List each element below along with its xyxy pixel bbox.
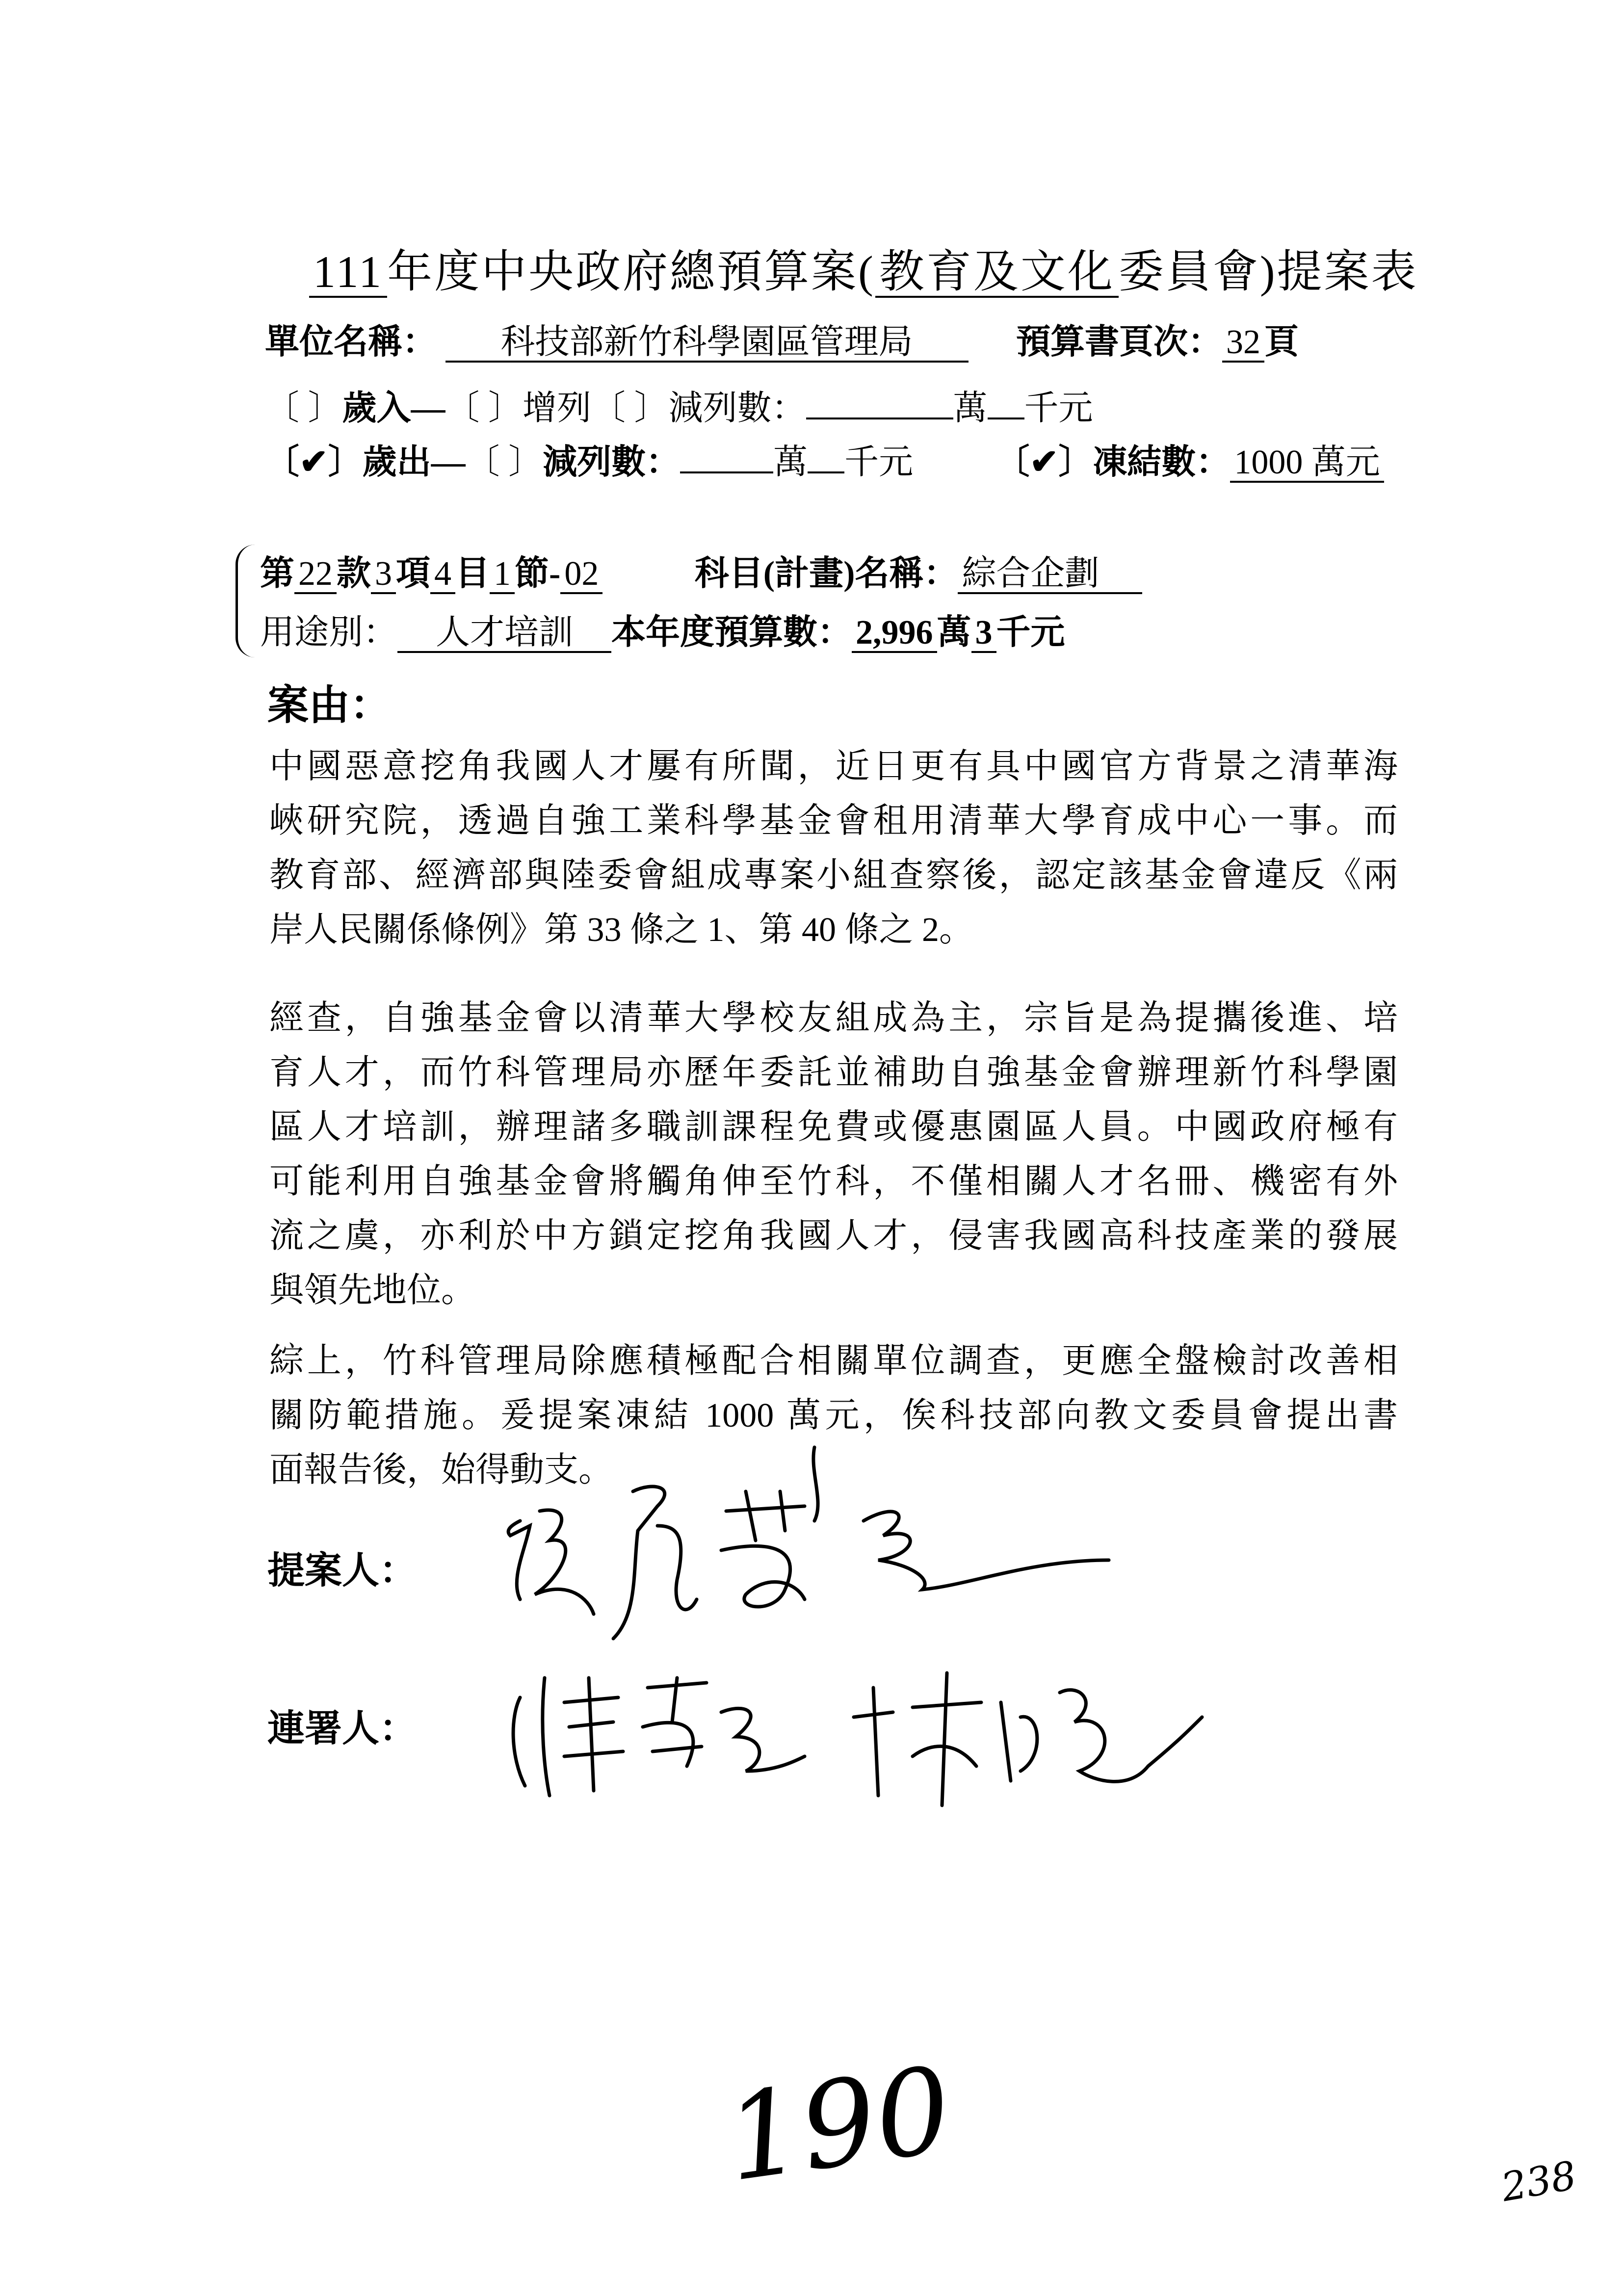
freeze-value: 1000 萬元 (1230, 444, 1384, 483)
di-label: 第 (260, 555, 294, 593)
revenue-qian-blank[interactable] (988, 388, 1024, 419)
budget-qian-unit: 千元 (996, 614, 1065, 652)
proposer-label: 提案人： (267, 1550, 417, 1592)
reason-line: 教育部、經濟部與陸委會組成專案小組查察後，認定該基金會違反《兩 (269, 857, 1398, 894)
expense-row (265, 434, 1384, 484)
expense-cut-label: 減列數： (543, 444, 681, 481)
handwritten-corner-number: 238 (1498, 2152, 1580, 2211)
expense-label: 歲出— (362, 444, 466, 481)
cosigner-signature (491, 1658, 1276, 1815)
handwritten-page-number: 190 (717, 2040, 960, 2208)
revenue-checkbox[interactable]: 〔 〕 (265, 390, 342, 427)
jie-value: 1 (490, 556, 515, 594)
page-unit: 頁 (1264, 323, 1299, 361)
form-title (309, 235, 1418, 300)
expense-qian: 千元 (844, 444, 914, 481)
title-text: 年度中央政府總預算案( (387, 247, 875, 297)
revenue-add-label: 增列 (523, 390, 591, 427)
item-code: 02 (560, 556, 602, 594)
kuan-label: 款 (337, 555, 371, 593)
cosigner-label: 連署人： (267, 1708, 417, 1749)
xiang-label: 項 (396, 555, 430, 593)
revenue-label: 歲入— (342, 390, 445, 427)
xiang-value: 3 (371, 556, 396, 594)
reason-heading: 案由： (267, 683, 392, 729)
expense-wan-blank[interactable] (680, 442, 773, 473)
use-value: 人才培訓 (397, 615, 611, 653)
reason-line: 岸人民關係條例》第 33 條之 1、第 40 條之 2。 (269, 911, 973, 949)
unit-label: 單位名稱： (265, 323, 437, 361)
jie-label: 節- (515, 555, 561, 593)
use-label: 用途別： (260, 614, 397, 652)
revenue-wan: 萬 (953, 390, 988, 427)
reason-line: 可能利用自強基金會將觸角伸至竹科，不僅相關人才名冊、機密有外 (269, 1163, 1398, 1200)
unit-row (265, 314, 1299, 364)
revenue-add-checkbox[interactable]: 〔 〕 (445, 390, 523, 427)
expense-wan: 萬 (773, 444, 808, 481)
fiscal-year: 111 (309, 248, 387, 298)
reason-line: 中國惡意挖角我國人才屢有所聞，近日更有具中國官方背景之清華海 (269, 748, 1398, 785)
reason-line: 峽研究院，透過自強工業科學基金會租用清華大學育成中心一事。而 (269, 802, 1398, 840)
revenue-row (265, 380, 1093, 430)
reason-line: 與領先地位。 (269, 1272, 475, 1309)
expense-qian-blank[interactable] (808, 442, 844, 473)
reason-line: 經查，自強基金會以清華大學校友組成為主，宗旨是為提攜後進、培 (269, 999, 1398, 1037)
budget-wan-unit: 萬 (937, 614, 971, 652)
use-row (260, 604, 1065, 654)
reason-line: 流之虞，亦利於中方鎖定挖角我國人才，侵害我國高科技產業的發展 (269, 1217, 1398, 1255)
revenue-qian: 千元 (1024, 390, 1093, 427)
reason-line: 區人才培訓，辦理諸多職訓課程免費或優惠園區人員。中國政府極有 (269, 1108, 1398, 1146)
mu-label: 目 (455, 555, 490, 593)
page-label: 預算書頁次： (1016, 323, 1222, 361)
title-suffix: 委員會)提案表 (1118, 247, 1418, 297)
proposer-signature (491, 1452, 1128, 1658)
revenue-cut-checkbox[interactable]: 〔 〕 (591, 390, 669, 427)
expense-cut-checkbox[interactable]: 〔 〕 (465, 444, 543, 481)
item-bracket (236, 545, 258, 657)
revenue-wan-blank[interactable] (806, 388, 953, 419)
budget-label: 本年度預算數： (611, 614, 852, 652)
revenue-cut-label: 減列數： (668, 390, 806, 427)
freeze-label: 凍結數： (1093, 444, 1231, 481)
freeze-checkbox[interactable]: 〔✔〕 (995, 444, 1093, 481)
reason-line: 育人才，而竹科管理局亦歷年委託並補助自強基金會辦理新竹科學園 (269, 1054, 1398, 1092)
unit-value: 科技部新竹科學園區管理局 (445, 324, 969, 363)
kuan-value: 22 (294, 556, 337, 594)
budget-qian-value: 3 (971, 615, 996, 653)
reason-line: 綜上，竹科管理局除應積極配合相關單位調查，更應全盤檢討改善相 (269, 1342, 1398, 1380)
subject-value: 綜合企劃 (958, 556, 1142, 594)
expense-checkbox[interactable]: 〔✔〕 (265, 444, 363, 481)
committee-name: 教育及文化 (875, 248, 1119, 298)
subject-label: 科目(計畫)名稱： (694, 555, 958, 593)
reason-line: 關防範措施。爰提案凍結 1000 萬元，俟科技部向教文委員會提出書 (269, 1397, 1398, 1435)
page-value: 32 (1222, 324, 1264, 363)
mu-value: 4 (430, 556, 455, 594)
budget-wan-value: 2,996 (852, 615, 937, 653)
reason-line: 面報告後，始得動支。 (269, 1451, 613, 1489)
item-row (260, 546, 1142, 595)
